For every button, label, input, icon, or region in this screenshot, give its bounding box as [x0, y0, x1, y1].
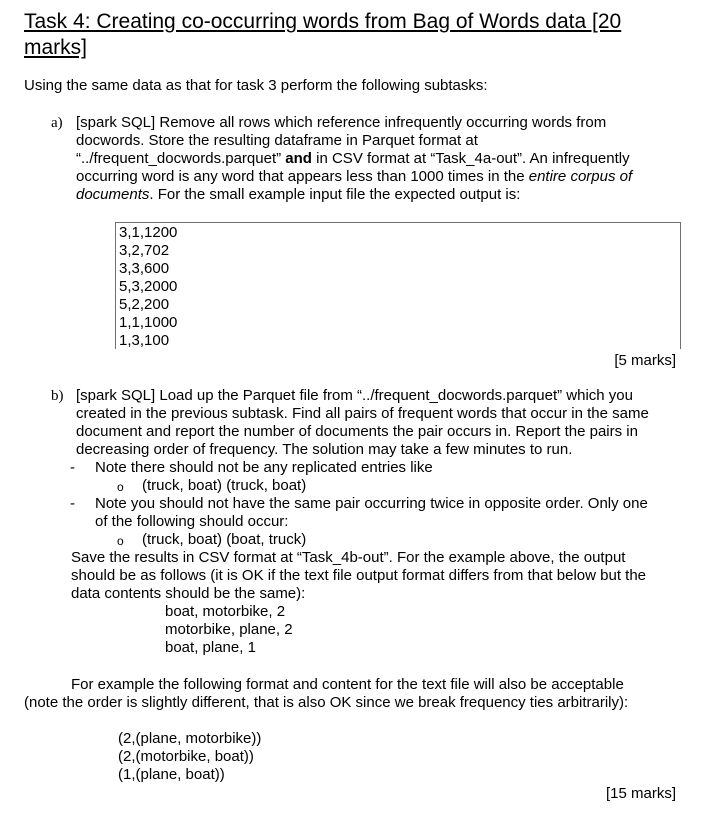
part-a-line3-bold: and [285, 150, 312, 167]
part-a-line2: docwords. Store the resulting dataframe in Parquet format at [76, 132, 478, 149]
part-a-line5-ital: documents [76, 186, 150, 203]
csv-row: motorbike, plane, 2 [165, 621, 293, 638]
part-a-line5-post: . For the small example input file the expected output is: [149, 186, 521, 203]
tuple-row: (2,(plane, motorbike)) [118, 730, 262, 747]
save-line2: should be as follows (it is OK if the text file output format differs from that below but the [71, 567, 647, 584]
part-a-line4-ital: entire corpus of [528, 168, 633, 185]
output-row: 5,2,200 [119, 296, 170, 313]
save-line3: data contents should be the same): [71, 585, 306, 602]
part-b-marks: [15 marks] [605, 785, 676, 802]
alt-line1: For example the following format and content for the text file will also be acceptable [71, 676, 624, 693]
part-a-marker: a) [51, 115, 63, 131]
csv-row: boat, plane, 1 [165, 639, 256, 656]
output-row: 3,3,600 [119, 260, 170, 277]
output-row: 1,1,1000 [119, 314, 178, 331]
tuple-row: (2,(motorbike, boat)) [118, 748, 254, 765]
part-a-line5 [76, 186, 520, 204]
save-line1: Save the results in CSV format at “Task_4b-out”. For the example above, the output [71, 549, 626, 566]
tuple-row: (1,(plane, boat)) [118, 766, 225, 783]
part-a-line1: [spark SQL] Remove all rows which reference infrequently occurring words from [76, 114, 607, 131]
output-row: 5,3,2000 [119, 278, 178, 295]
dash-bullet-icon: - [70, 495, 75, 512]
output-row: 1,3,100 [119, 332, 170, 349]
part-a-marks: [5 marks] [614, 352, 676, 369]
part-b-line1: [spark SQL] Load up the Parquet file from “../frequent_docwords.parquet” which you [76, 387, 633, 404]
alt-line2: (note the order is slightly different, that is also OK since we break frequency ties arbitrarily): [24, 694, 629, 711]
part-a-line3-pre: “../frequent_docwords.parquet” [76, 150, 286, 167]
circle-bullet-icon: o [117, 534, 124, 548]
part-a-line4 [76, 168, 632, 186]
note2-line1: Note you should not have the same pair occurring twice in opposite order. Only one [95, 495, 648, 512]
csv-row: boat, motorbike, 2 [165, 603, 286, 620]
part-b-line3: document and report the number of documents the pair occurs in. Report the pairs in [76, 423, 638, 440]
part-a-line4-pre: occurring word is any word that appears less than 1000 times in the [76, 168, 529, 185]
dash-bullet-icon: - [70, 459, 75, 476]
task-title-line2: marks] [24, 36, 87, 59]
expected-output-box [115, 222, 681, 349]
circle-bullet-icon: o [117, 480, 124, 494]
note2-example: (truck, boat) (boat, truck) [142, 531, 307, 548]
part-b-line4: decreasing order of frequency. The solution may take a few minutes to run. [76, 441, 573, 458]
output-row: 3,1,1200 [119, 224, 178, 241]
part-b-marker: b) [51, 388, 64, 404]
part-a-line3-post: in CSV format at “Task_4a-out”. An infrequently [311, 150, 630, 167]
intro-text: Using the same data as that for task 3 perform the following subtasks: [24, 77, 488, 94]
note1-example: (truck, boat) (truck, boat) [142, 477, 307, 494]
note1-text: Note there should not be any replicated entries like [95, 459, 433, 476]
part-b-line2: created in the previous subtask. Find all pairs of frequent words that occur in the same [76, 405, 649, 422]
output-row: 3,2,702 [119, 242, 170, 259]
note2-line2: of the following should occur: [95, 513, 289, 530]
part-a-line3 [76, 150, 630, 168]
task-title-line1: Task 4: Creating co-occurring words from Bag of Words data [20 [24, 10, 622, 33]
